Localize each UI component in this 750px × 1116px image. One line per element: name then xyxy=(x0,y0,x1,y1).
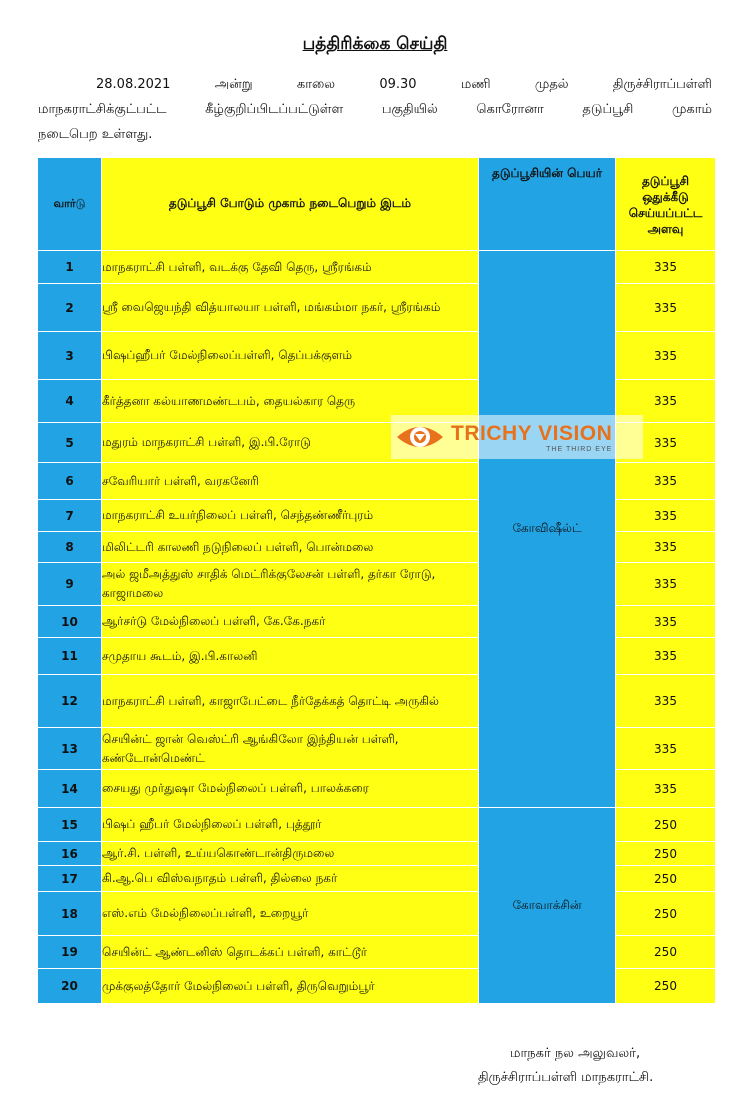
dose-count: 335 xyxy=(616,675,716,728)
dose-count: 335 xyxy=(616,251,716,284)
ward-number: 17 xyxy=(38,866,102,892)
table-header-row xyxy=(38,158,716,251)
dose-count: 335 xyxy=(616,423,716,463)
ward-number: 15 xyxy=(38,808,102,842)
intro-word: பகுதியில் xyxy=(381,102,438,117)
camp-location: மிலிட்டரி காலணி நடுநிலைப் பள்ளி, பொன்மலை xyxy=(102,532,479,563)
camp-location: செயின்ட் ஜான் வெஸ்ட்ரி ஆங்கிலோ இந்தியன் பள்ளி, கண்டோன்மெண்ட் xyxy=(102,728,479,770)
signature-office: திருச்சிராப்பள்ளி மாநகராட்சி. xyxy=(478,1070,654,1085)
dose-count: 250 xyxy=(616,969,716,1004)
dose-count: 250 xyxy=(616,866,716,892)
dose-count: 250 xyxy=(616,892,716,936)
header-dose-line: ஒதுக்கீடு xyxy=(642,190,689,204)
dose-count: 335 xyxy=(616,638,716,675)
ward-number: 13 xyxy=(38,728,102,770)
camp-location: அல் ஜமீஅத்துஸ் சாதிக் மெட்ரிக்குலேசன் பள்ளி, தர்கா ரோடு, காஜாமலை xyxy=(102,563,479,606)
dose-count: 335 xyxy=(616,332,716,380)
ward-number: 8 xyxy=(38,532,102,563)
dose-count: 335 xyxy=(616,532,716,563)
dose-count: 335 xyxy=(616,380,716,423)
ward-number: 1 xyxy=(38,251,102,284)
header-dose-line: அளவு xyxy=(647,222,684,236)
intro-word: மணி xyxy=(460,77,491,92)
camp-location: கீர்த்தனா கல்யாணமண்டபம், தையல்கார தெரு xyxy=(102,380,479,423)
ward-number: 20 xyxy=(38,969,102,1004)
camp-location: பிஷப்ஹீபர் மேல்நிலைப்பள்ளி, தெப்பக்குளம் xyxy=(102,332,479,380)
ward-number: 10 xyxy=(38,606,102,638)
camp-location: எஸ்.எம் மேல்நிலைப்பள்ளி, உறையூர் xyxy=(102,892,479,936)
dose-count: 335 xyxy=(616,770,716,808)
dose-count: 335 xyxy=(616,284,716,332)
camp-location: ஸ்ரீ வைஜெயந்தி வித்யாலயா பள்ளி, மங்கம்மா நகர், ஸ்ரீரங்கம் xyxy=(102,284,479,332)
intro-line-3: நடைபெற உள்ளது. xyxy=(38,127,153,142)
camp-location: கி.ஆ.பெ விஸ்வநாதம் பள்ளி, தில்லை நகர் xyxy=(102,866,479,892)
intro-word: 28.08.2021 xyxy=(96,77,171,92)
intro-word: காலை xyxy=(296,77,336,92)
dose-count: 335 xyxy=(616,500,716,532)
header-ward: வார்டு xyxy=(38,158,102,251)
intro-line-1 xyxy=(38,72,712,97)
ward-number: 16 xyxy=(38,842,102,866)
camp-location: மதுரம் மாநகராட்சி பள்ளி, இ.பி.ரோடு xyxy=(102,423,479,463)
intro-word: தடுப்பூசி xyxy=(582,102,634,117)
ward-number: 4 xyxy=(38,380,102,423)
intro-word: திருச்சிராப்பள்ளி xyxy=(612,77,712,92)
trichy-vision-watermark xyxy=(391,415,643,459)
header-dose-line: செய்யப்பட்ட xyxy=(628,206,703,220)
watermark-tagline: THE THIRD EYE xyxy=(546,445,613,453)
title-text: பத்திரிக்கை செய்தி xyxy=(302,34,448,54)
ward-number: 14 xyxy=(38,770,102,808)
table-row xyxy=(38,808,716,842)
header-dose-line: தடுப்பூசி xyxy=(641,174,689,188)
dose-count: 250 xyxy=(616,842,716,866)
camp-location: மாநகராட்சி பள்ளி, காஜாபேட்டை நீர்தேக்கத் தொட்டி அருகில் xyxy=(102,675,479,728)
dose-count: 335 xyxy=(616,606,716,638)
intro-word: முகாம் xyxy=(671,102,712,117)
eye-logo-icon xyxy=(395,417,445,457)
intro-word: முதல் xyxy=(534,77,569,92)
intro-word: கீழ்குறிப்பிடப்பட்டுள்ள xyxy=(205,102,344,117)
vaccine-covishield: கோவிஷீல்ட் xyxy=(479,251,616,808)
vaccination-camp-table xyxy=(37,157,716,1004)
camp-location: மாநகராட்சி பள்ளி, வடக்கு தேவி தெரு, ஸ்ரீரங்கம் xyxy=(102,251,479,284)
dose-count: 335 xyxy=(616,563,716,606)
camp-location: மாநகராட்சி உயர்நிலைப் பள்ளி, செந்தண்ணீர்புரம் xyxy=(102,500,479,532)
dose-count: 335 xyxy=(616,728,716,770)
ward-number: 3 xyxy=(38,332,102,380)
ward-number: 12 xyxy=(38,675,102,728)
camp-location: சமுதாய கூடம், இ.பி.காலனி xyxy=(102,638,479,675)
ward-number: 6 xyxy=(38,463,102,500)
header-place: தடுப்பூசி போடும் முகாம் நடைபெறும் இடம் xyxy=(102,158,479,251)
intro-word: மாநகராட்சிக்குட்பட்ட xyxy=(38,102,167,117)
ward-number: 18 xyxy=(38,892,102,936)
camp-location: பிஷப் ஹீபர் மேல்நிலைப் பள்ளி, புத்தூர் xyxy=(102,808,479,842)
dose-count: 335 xyxy=(616,463,716,500)
camp-location: செயின்ட் ஆண்டனிஸ் தொடக்கப் பள்ளி, காட்டூர் xyxy=(102,936,479,969)
header-vaccine-name: தடுப்பூசியின் பெயர் xyxy=(479,158,616,251)
camp-location: சவேரியார் பள்ளி, வரகனேரி xyxy=(102,463,479,500)
signature-block xyxy=(478,1042,653,1090)
camp-location: சையது முர்துஷா மேல்நிலைப் பள்ளி, பாலக்கரை xyxy=(102,770,479,808)
ward-number: 11 xyxy=(38,638,102,675)
ward-number: 19 xyxy=(38,936,102,969)
watermark-brand: TRICHY VISION xyxy=(451,421,613,445)
intro-word: கொரோனா xyxy=(476,102,544,117)
vaccine-covaxin: கோவாக்சின் xyxy=(479,808,616,1004)
dose-count: 250 xyxy=(616,936,716,969)
ward-number: 2 xyxy=(38,284,102,332)
intro-paragraph xyxy=(38,72,712,147)
dose-count: 250 xyxy=(616,808,716,842)
header-dose-allocation xyxy=(616,158,716,251)
ward-number: 5 xyxy=(38,423,102,463)
table-row xyxy=(38,251,716,284)
camp-location: முக்குலத்தோர் மேல்நிலைப் பள்ளி, திருவெறும்பூர் xyxy=(102,969,479,1004)
document-title xyxy=(0,34,750,56)
intro-word: அன்று xyxy=(214,77,253,92)
ward-number: 9 xyxy=(38,563,102,606)
camp-location: ஆர்.சி. பள்ளி, உய்யகொண்டான்திருமலை xyxy=(102,842,479,866)
camp-location: ஆர்சர்டு மேல்நிலைப் பள்ளி, கே.கே.நகர் xyxy=(102,606,479,638)
signature-designation: மாநகர் நல அலுவலர், xyxy=(510,1046,641,1061)
intro-word: 09.30 xyxy=(379,77,417,92)
intro-line-2 xyxy=(38,97,712,122)
ward-number: 7 xyxy=(38,500,102,532)
watermark-text xyxy=(451,422,612,453)
